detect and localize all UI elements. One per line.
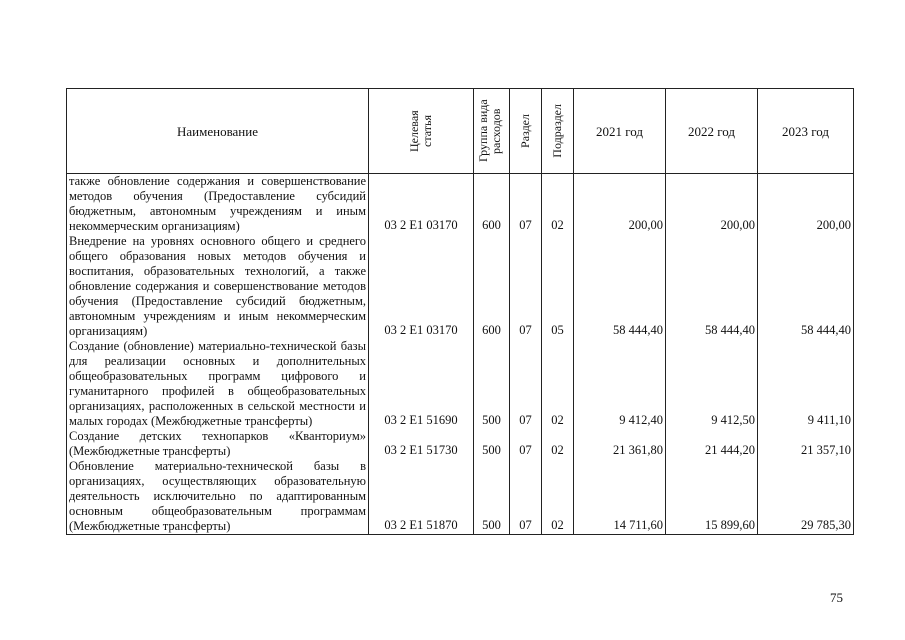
table-row [67, 174, 854, 235]
row-target-article: 03 2 Е1 03170 [369, 174, 474, 235]
table-row [67, 429, 854, 459]
row-subsection: 02 [542, 459, 574, 535]
row-value-2022: 58 444,40 [666, 234, 758, 339]
header-target-article-label: Целевая статья [407, 110, 434, 152]
page-number: 75 [830, 590, 843, 605]
row-value-2022: 9 412,50 [666, 339, 758, 429]
row-name: Внедрение на уровнях основного общего и среднего общего образования новых методов обучения и воспитания, образовательных технологий, а также обновление содержания и совершенствование методов обучения (Предоставление субсидий бюджетным, автономным учреждениям и иным некоммерческим организациям) [67, 234, 369, 339]
row-value-2021: 14 711,60 [574, 459, 666, 535]
row-expense-group: 500 [474, 459, 510, 535]
row-value-2023: 29 785,30 [758, 459, 854, 535]
header-year-2022: 2022 год [666, 89, 758, 174]
header-year-2023: 2023 год [758, 89, 854, 174]
header-name: Наименование [67, 89, 369, 174]
row-value-2021: 58 444,40 [574, 234, 666, 339]
row-value-2022: 21 444,20 [666, 429, 758, 459]
row-name: Создание (обновление) материально-технической базы для реализации основных и дополнительных общеобразовательных программ цифрового и гуманитарного профилей в общеобразовательных организациях, расположенных в сельской местности и малых городах (Межбюджетные трансферты) [67, 339, 369, 429]
row-target-article: 03 2 Е1 03170 [369, 234, 474, 339]
row-target-article: 03 2 Е1 51690 [369, 339, 474, 429]
row-section: 07 [510, 174, 542, 235]
row-target-article: 03 2 Е1 51730 [369, 429, 474, 459]
header-expense-group-label: Группа вида расходов [475, 99, 503, 163]
table-row [67, 339, 854, 429]
row-subsection: 02 [542, 174, 574, 235]
row-value-2021: 200,00 [574, 174, 666, 235]
row-section: 07 [510, 459, 542, 535]
header-subsection-label: Подраздел [550, 104, 564, 158]
row-name: Обновление материально-технической базы в организациях, осуществляющих образовательную деятельность исключительно по адаптированным основным общеобразовательным программам (Межбюджетные трансферты) [67, 459, 369, 535]
row-expense-group: 500 [474, 429, 510, 459]
header-subsection [542, 89, 574, 174]
row-section: 07 [510, 339, 542, 429]
row-section: 07 [510, 429, 542, 459]
row-expense-group: 600 [474, 234, 510, 339]
header-target-article [369, 89, 474, 174]
header-section [510, 89, 542, 174]
row-value-2021: 9 412,40 [574, 339, 666, 429]
table-row [67, 234, 854, 339]
row-section: 07 [510, 234, 542, 339]
row-target-article: 03 2 Е1 51870 [369, 459, 474, 535]
row-value-2022: 200,00 [666, 174, 758, 235]
row-value-2023: 21 357,10 [758, 429, 854, 459]
row-name: также обновление содержания и совершенствование методов обучения (Предоставление субсидий бюджетным, автономным учреждениям и иным некоммерческим организациям) [67, 174, 369, 235]
row-value-2023: 58 444,40 [758, 234, 854, 339]
budget-table [66, 88, 854, 535]
header-year-2021: 2021 год [574, 89, 666, 174]
row-subsection: 02 [542, 339, 574, 429]
row-value-2023: 200,00 [758, 174, 854, 235]
table-header-row [67, 89, 854, 174]
row-expense-group: 600 [474, 174, 510, 235]
row-name: Создание детских технопарков «Кванториум» (Межбюджетные трансферты) [67, 429, 369, 459]
row-subsection: 05 [542, 234, 574, 339]
row-value-2021: 21 361,80 [574, 429, 666, 459]
header-expense-group [474, 89, 510, 174]
header-section-label: Раздел [518, 114, 532, 148]
table-row [67, 459, 854, 535]
row-value-2023: 9 411,10 [758, 339, 854, 429]
row-expense-group: 500 [474, 339, 510, 429]
row-subsection: 02 [542, 429, 574, 459]
row-value-2022: 15 899,60 [666, 459, 758, 535]
